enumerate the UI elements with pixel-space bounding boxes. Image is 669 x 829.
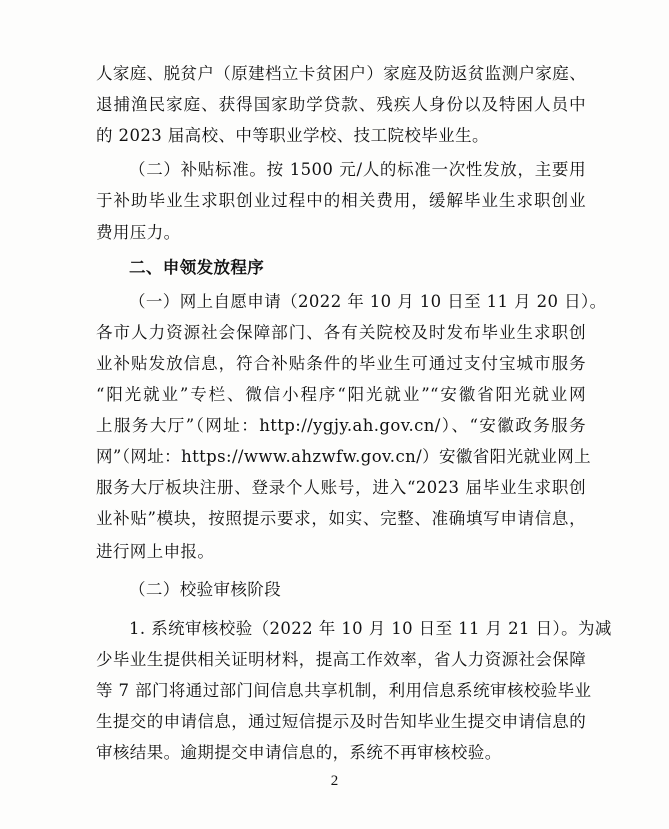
system-review-line-2: 少毕业生提供相关证明材料，提高工作效率，省人力资源社会保障 bbox=[96, 650, 587, 669]
online-application-line-6: 网”（网址：https://www.ahzwfw.gov.cn/）安徽省阳光就业网上 bbox=[96, 447, 592, 466]
system-review-line-1: 1. 系统审核校验（2022 年 10 月 10 日至 11 月 21 日）。为减 bbox=[129, 619, 612, 638]
section-heading-application-procedure: 二、申领发放程序 bbox=[129, 258, 265, 277]
online-application-line-3: 业补贴发放信息，符合补贴条件的毕业生可通过支付宝城市服务 bbox=[96, 354, 586, 373]
paragraph-line-3: 的 2023 届高校、中等职业学校、技工院校毕业生。 bbox=[96, 126, 489, 145]
system-review-line-5: 审核结果。逾期提交申请信息的，系统不再审核校验。 bbox=[96, 743, 502, 762]
subsidy-standard-line-2: 于补助毕业生求职创业过程中的相关费用，缓解毕业生求职创业 bbox=[96, 191, 586, 210]
subsidy-standard-line-1: （二）补贴标准。按 1500 元/人的标准一次性发放，主要用 bbox=[129, 160, 586, 179]
online-application-line-5: 上服务大厅”（网址：http://ygjy.ah.gov.cn/）、“安徽政务服务 bbox=[96, 416, 586, 435]
system-review-line-3: 等 7 部门将通过部门间信息共享机制，利用信息系统审核校验毕业 bbox=[96, 681, 592, 700]
online-application-line-4: “阳光就业”专栏、微信小程序“阳光就业”“安徽省阳光就业网 bbox=[96, 385, 586, 404]
paragraph-line-2: 退捕渔民家庭、获得国家助学贷款、残疾人身份以及特困人员中 bbox=[96, 95, 586, 114]
verification-stage-heading: （二）校验审核阶段 bbox=[129, 580, 282, 599]
online-application-line-2: 各市人力资源社会保障部门、各有关院校及时发布毕业生求职创 bbox=[96, 323, 586, 342]
paragraph-line-1: 人家庭、脱贫户（原建档立卡贫困户）家庭及防返贫监测户家庭、 bbox=[96, 64, 587, 83]
system-review-line-4: 生提交的申请信息，通过短信提示及时告知毕业生提交申请信息的 bbox=[96, 712, 587, 731]
online-application-line-9: 进行网上申报。 bbox=[96, 542, 215, 561]
page-number: 2 bbox=[330, 773, 339, 789]
subsidy-standard-line-3: 费用压力。 bbox=[96, 223, 181, 242]
online-application-line-8: 业补贴”模块，按照提示要求，如实、完整、准确填写申请信息， bbox=[96, 509, 586, 528]
online-application-line-1: （一）网上自愿申请（2022 年 10 月 10 日至 11 月 20 日）。 bbox=[129, 292, 607, 311]
online-application-line-7: 服务大厅板块注册、登录个人账号，进入“2023 届毕业生求职创 bbox=[96, 478, 586, 497]
